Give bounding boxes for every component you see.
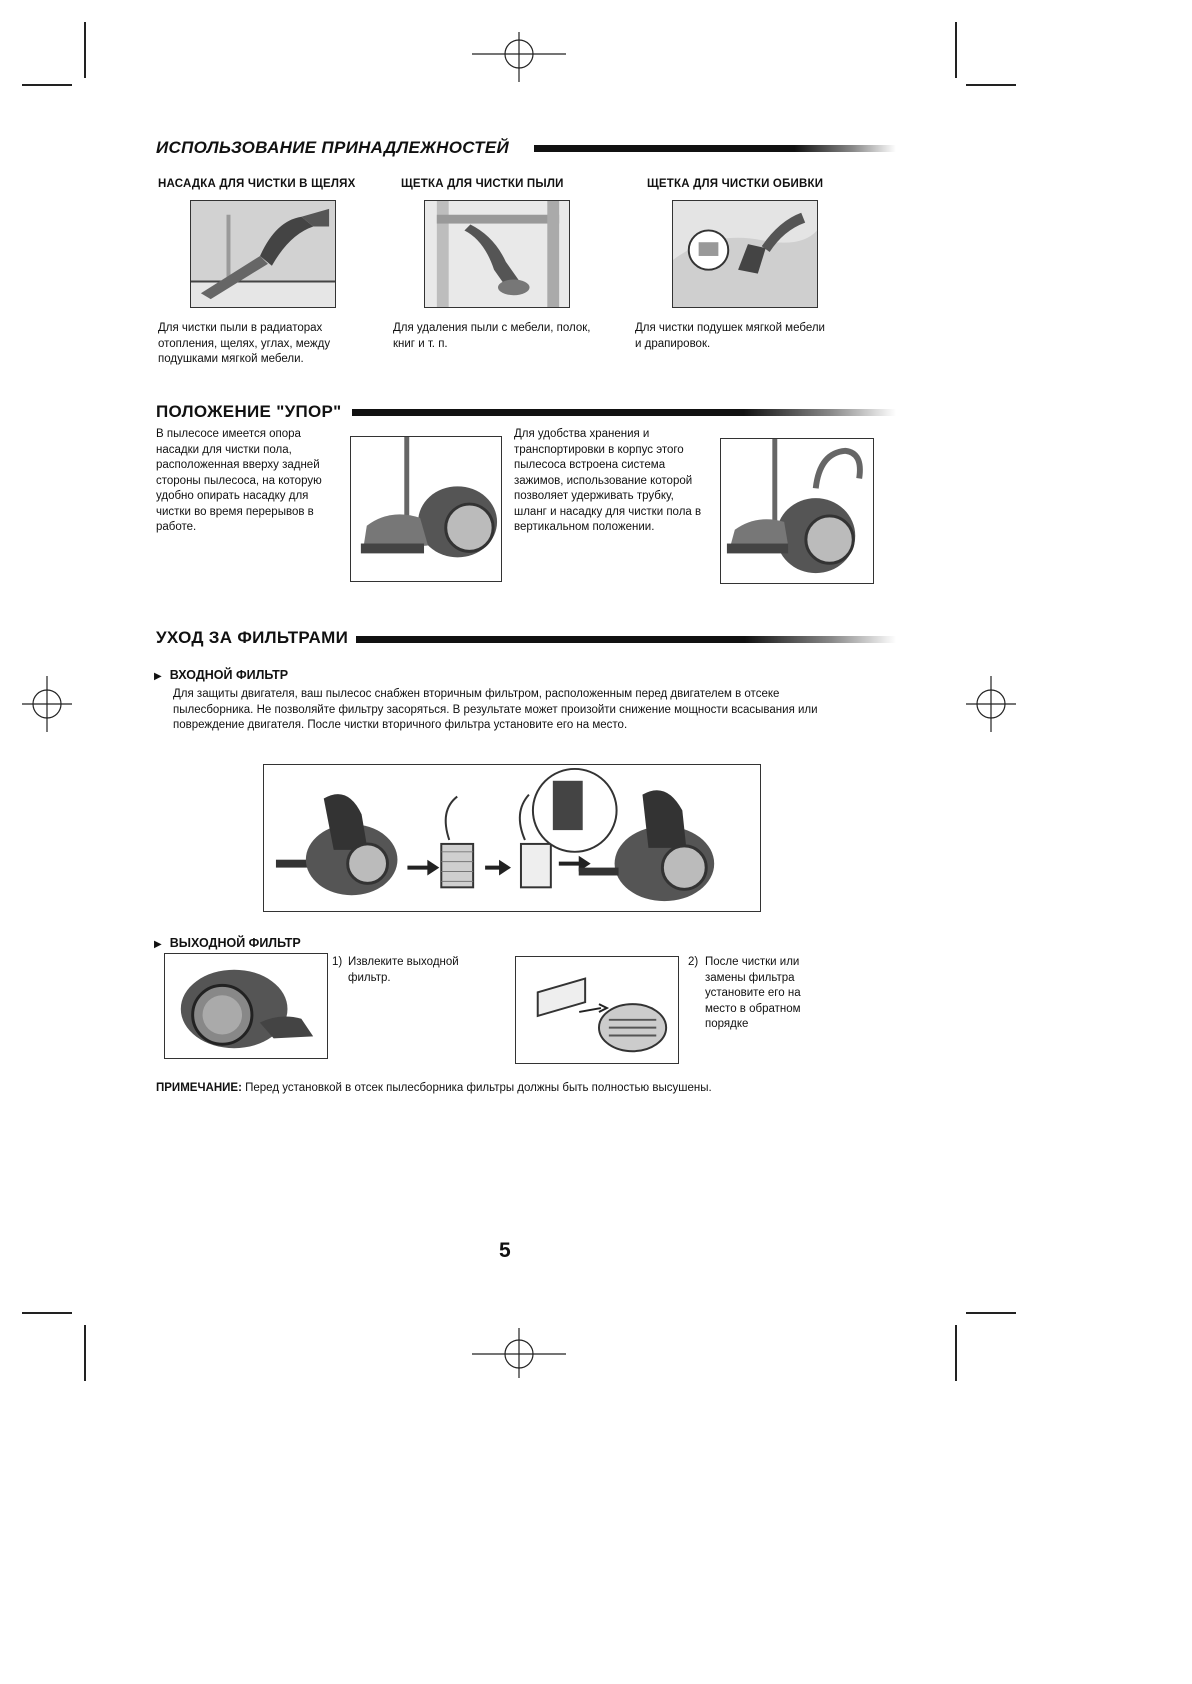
parking-section-title: ПОЛОЖЕНИЕ "УПОР" <box>156 402 342 421</box>
registration-mark-left-icon <box>22 676 72 732</box>
crop-mark-top-right-vertical <box>955 22 957 78</box>
outlet-filter-heading-text: ВЫХОДНОЙ ФИЛЬТР <box>169 936 301 950</box>
outlet-step1-number: 1) <box>332 956 343 968</box>
outlet-filter-install-illustration <box>515 956 679 1064</box>
upholstery-brush-description: Для чистки подушек мягкой мебели и драпировок. <box>635 322 825 350</box>
crop-mark-bottom-left-vertical <box>84 1325 86 1381</box>
accessories-title-rule <box>534 145 896 152</box>
crop-mark-bottom-right-vertical <box>955 1325 957 1381</box>
dusting-brush-description: Для удаления пыли с мебели, полок, книг и т. п. <box>393 322 591 350</box>
outlet-step2-text: После чистки или замены фильтра установите его на место в обратном порядке <box>705 956 801 1030</box>
note-label: ПРИМЕЧАНИЕ: <box>156 1082 242 1094</box>
outlet-filter-heading <box>154 936 301 950</box>
accessories-section-title: ИСПОЛЬЗОВАНИЕ ПРИНАДЛЕЖНОСТЕЙ <box>156 138 510 157</box>
outlet-step1-text: Извлеките выходной фильтр. <box>348 956 459 984</box>
crop-mark-top-left-horizontal <box>22 84 72 86</box>
crevice-tool-illustration <box>190 200 336 308</box>
filters-section-title: УХОД ЗА ФИЛЬТРАМИ <box>156 628 349 647</box>
storage-position-illustration <box>720 438 874 584</box>
parking-right-description: Для удобства хранения и транспортировки в корпус этого пылесоса встроена система зажимов, использование которой позволяет удерживать трубку, шланг и насадку для чистки пола в вертикальном положении. <box>514 428 702 533</box>
upholstery-brush-illustration <box>672 200 818 308</box>
registration-mark-bottom-icon <box>472 1328 566 1378</box>
crop-mark-top-right-horizontal <box>966 84 1016 86</box>
note-text: Перед установкой в отсек пылесборника фильтры должны быть полностью высушены. <box>245 1082 712 1094</box>
crevice-tool-caption: НАСАДКА ДЛЯ ЧИСТКИ В ЩЕЛЯХ <box>158 178 356 190</box>
dusting-brush-caption: ЩЕТКА ДЛЯ ЧИСТКИ ПЫЛИ <box>401 178 564 190</box>
filters-note <box>156 1082 712 1094</box>
registration-mark-right-icon <box>966 676 1016 732</box>
inlet-filter-heading <box>154 668 288 682</box>
triangle-right-icon: ▶ <box>154 671 162 682</box>
inlet-filter-description: Для защиты двигателя, ваш пылесос снабжен вторичным фильтром, расположенным перед двигателем в отсеке пылесборника. Не позволяйте фильтру засоряться. В результате может произойти снижение мощности всасывания или повреждение двигателя. После чистки вторичного фильтра установите его на место. <box>173 688 818 731</box>
parking-title-rule <box>352 409 896 416</box>
crop-mark-bottom-left-horizontal <box>22 1312 72 1314</box>
registration-mark-top-icon <box>472 32 566 82</box>
filters-title-rule <box>356 636 896 643</box>
parking-left-description: В пылесосе имеется опора насадки для чистки пола, расположенная вверху задней стороны пылесоса, на которую удобно опирать насадку для чистки во время перерывов в работе. <box>156 428 322 533</box>
outlet-step2-number: 2) <box>688 956 699 968</box>
crop-mark-bottom-right-horizontal <box>966 1312 1016 1314</box>
dusting-brush-illustration <box>424 200 570 308</box>
page-number: 5 <box>499 1239 511 1262</box>
crevice-tool-description: Для чистки пыли в радиаторах отопления, щелях, углах, между подушками мягкой мебели. <box>158 322 331 365</box>
inlet-filter-heading-text: ВХОДНОЙ ФИЛЬТР <box>169 668 289 682</box>
upholstery-brush-caption: ЩЕТКА ДЛЯ ЧИСТКИ ОБИВКИ <box>647 178 824 190</box>
inlet-filter-illustration <box>263 764 761 912</box>
triangle-right-icon: ▶ <box>154 939 162 950</box>
parking-rest-illustration <box>350 436 502 582</box>
outlet-filter-remove-illustration <box>164 953 328 1059</box>
crop-mark-top-left-vertical <box>84 22 86 78</box>
